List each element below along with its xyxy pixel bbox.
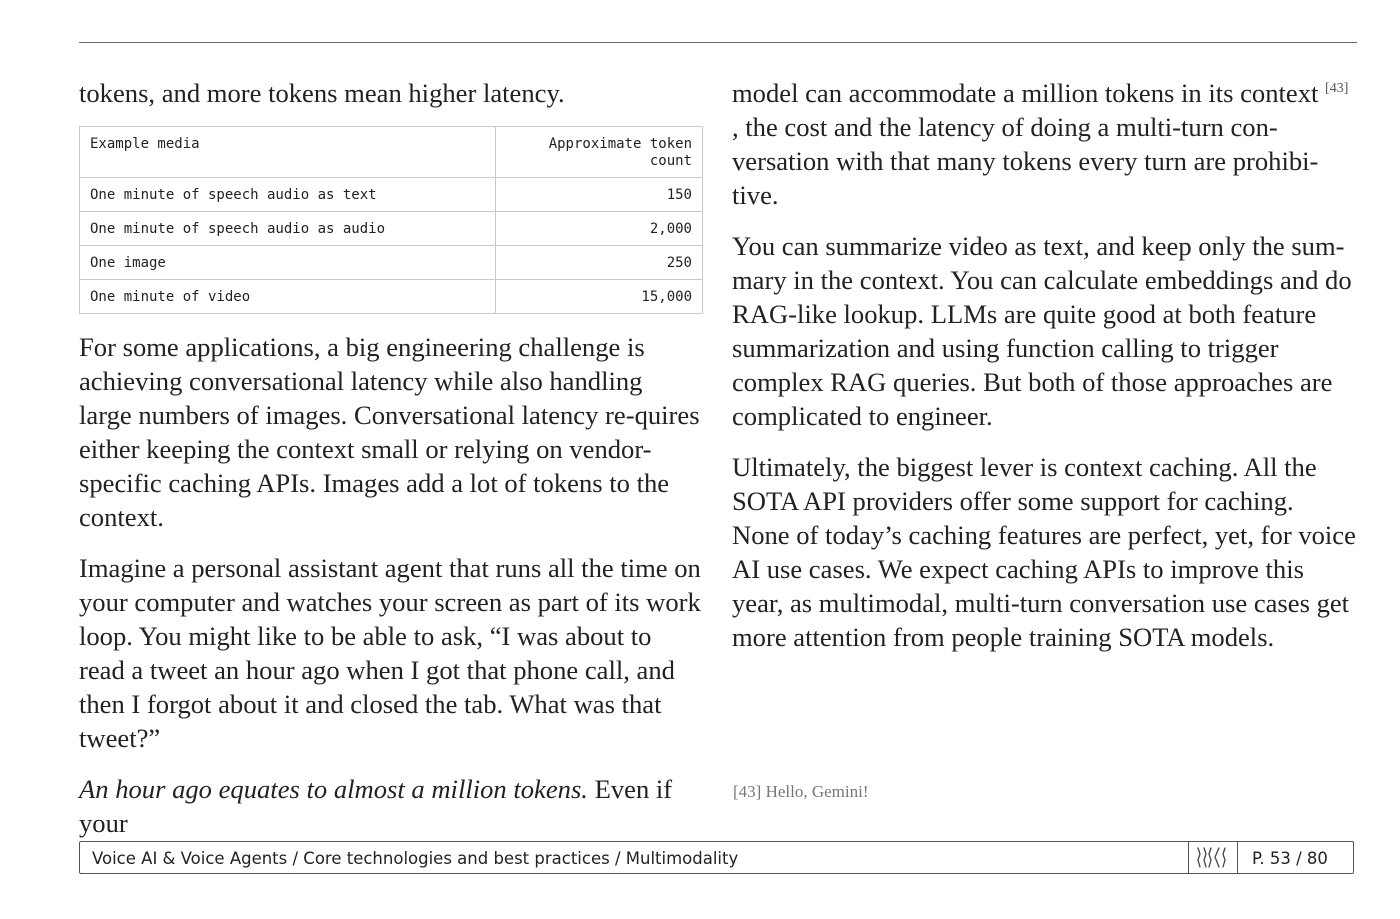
paragraph-hour-ago	[79, 772, 701, 840]
paragraph-context-caching: Ultimately, the biggest lever is context caching. All the SOTA API providers offer some support for caching. None of today’s caching features are perfect, yet, for voice AI use cases. We expect caching APIs to improve this year, as multimodal, multi-turn conversation use cases get more attention from people training SOTA models.	[732, 452, 1356, 652]
breadcrumb[interactable]: Voice AI & Voice Agents / Core technologies and best practices / Multimodality	[92, 849, 739, 868]
table-row	[80, 280, 703, 314]
table-header-media: Example media	[80, 127, 496, 178]
table-row	[80, 178, 703, 212]
paragraph-text-end: , the cost and the latency of doing a multi-turn con-versation with that many tokens every turn are prohibi-tive.	[732, 112, 1319, 210]
media-token-table	[79, 126, 703, 314]
paragraph-text-start: model can accommodate a million tokens in its context	[732, 78, 1326, 108]
intro-text: tokens, and more tokens mean higher latency.	[79, 78, 565, 108]
right-column	[732, 76, 1357, 654]
table-cell-media: One minute of speech audio as text	[80, 178, 496, 212]
page-footer	[79, 841, 1354, 874]
paragraph-engineering-challenge: For some applications, a big engineering challenge is achieving conversational latency while also handling large numbers of images. Conversational latency re-quires either keeping the context small or relying on vendor-specific caching APIs. Images add a lot of tokens to the context.	[79, 332, 700, 532]
table-row	[80, 246, 703, 280]
table-cell-media: One minute of speech audio as audio	[80, 212, 496, 246]
footnote-43: [43] Hello, Gemini!	[733, 782, 869, 801]
top-rule	[79, 42, 1357, 43]
table-row	[80, 212, 703, 246]
table-header-token-count: Approximate token count	[496, 127, 703, 178]
footnote-reference-link[interactable]: [43]	[1325, 81, 1349, 96]
table-cell-count: 250	[496, 246, 703, 280]
left-column	[79, 76, 701, 840]
table-cell-count: 2,000	[496, 212, 703, 246]
brand-logo-icon	[1188, 842, 1238, 873]
paragraph-personal-assistant: Imagine a personal assistant agent that runs all the time on your computer and watches your screen as part of its work loop. You might like to be able to ask, “I was about to read a tweet an hour ago when I got that phone call, and then I forgot about it and closed the tab. What was that tweet?”	[79, 553, 701, 753]
page-number: P. 53 / 80	[1252, 849, 1328, 868]
table-cell-media: One image	[80, 246, 496, 280]
paragraph-continuation: Even if your	[79, 774, 673, 838]
table-cell-media: One minute of video	[80, 280, 496, 314]
table-header-row	[80, 127, 703, 178]
table-cell-count: 15,000	[496, 280, 703, 314]
emphasis-text: An hour ago equates to almost a million tokens.	[79, 774, 588, 804]
table-cell-count: 150	[496, 178, 703, 212]
brand-logo-icon-svg	[1189, 842, 1237, 873]
paragraph-context-cost	[732, 76, 1357, 212]
paragraph-summarize-video: You can summarize video as text, and keep only the sum-mary in the context. You can calculate embeddings and do RAG-like lookup. LLMs are quite good at both feature summarization and using function calling to trigger complex RAG queries. But both of those approaches are complicated to engineer.	[732, 231, 1352, 431]
